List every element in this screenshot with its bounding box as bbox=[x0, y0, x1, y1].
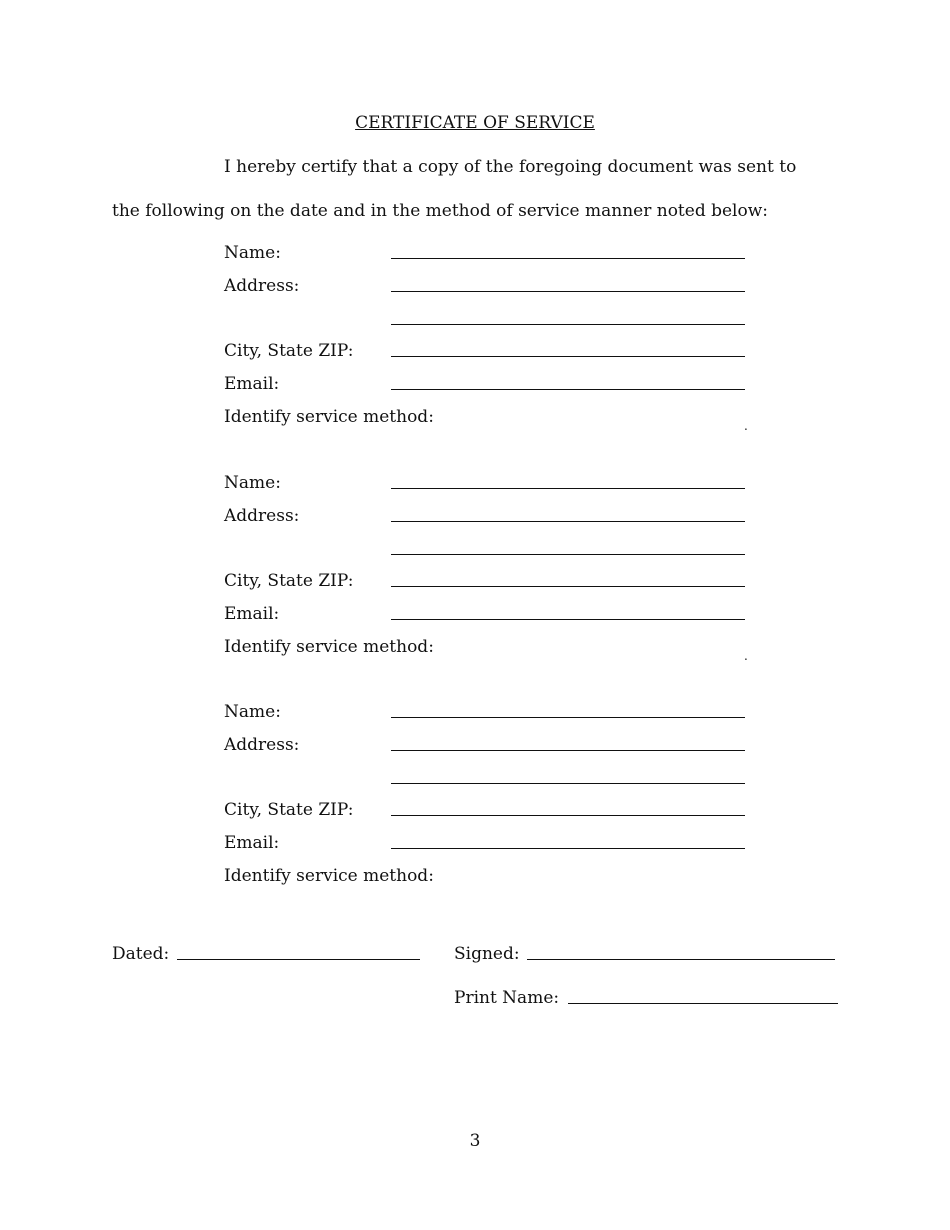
city-state-zip-label: City, State ZIP: bbox=[224, 341, 354, 361]
name-row bbox=[224, 473, 754, 497]
email-row bbox=[224, 374, 754, 398]
address-line-1[interactable] bbox=[391, 750, 745, 751]
name-label: Name: bbox=[224, 702, 281, 722]
recipient-block-3 bbox=[224, 702, 754, 912]
period-mark: . bbox=[744, 649, 748, 663]
dated-label: Dated: bbox=[112, 944, 170, 964]
recipient-block-2 bbox=[224, 473, 754, 683]
address-row bbox=[224, 735, 754, 759]
intro-line-2: the following on the date and in the method of service manner noted below: bbox=[112, 201, 769, 221]
name-row bbox=[224, 243, 754, 267]
print-name-line[interactable] bbox=[568, 1003, 838, 1004]
address-row bbox=[224, 506, 754, 530]
page-number: 3 bbox=[469, 1131, 481, 1151]
address-line-2[interactable] bbox=[391, 783, 745, 784]
address-line-1[interactable] bbox=[391, 521, 745, 522]
name-line[interactable] bbox=[391, 717, 745, 718]
name-label: Name: bbox=[224, 473, 281, 493]
email-label: Email: bbox=[224, 374, 280, 394]
email-row bbox=[224, 604, 754, 628]
service-method-label: Identify service method: bbox=[224, 866, 434, 886]
city-state-zip-line[interactable] bbox=[391, 356, 745, 357]
service-method-row bbox=[224, 866, 754, 890]
name-row bbox=[224, 702, 754, 726]
city-state-zip-label: City, State ZIP: bbox=[224, 800, 354, 820]
email-row bbox=[224, 833, 754, 857]
email-line[interactable] bbox=[391, 848, 745, 849]
signed-label: Signed: bbox=[454, 944, 520, 964]
city-state-zip-label: City, State ZIP: bbox=[224, 571, 354, 591]
name-line[interactable] bbox=[391, 258, 745, 259]
service-method-label: Identify service method: bbox=[224, 407, 434, 427]
address-row-2 bbox=[224, 309, 754, 333]
address-line-2[interactable] bbox=[391, 554, 745, 555]
name-label: Name: bbox=[224, 243, 281, 263]
city-row bbox=[224, 341, 754, 365]
address-line-2[interactable] bbox=[391, 324, 745, 325]
email-line[interactable] bbox=[391, 389, 745, 390]
name-line[interactable] bbox=[391, 488, 745, 489]
address-row-2 bbox=[224, 539, 754, 563]
dated-line[interactable] bbox=[177, 959, 420, 960]
city-row bbox=[224, 571, 754, 595]
service-method-row bbox=[224, 407, 754, 431]
address-label: Address: bbox=[224, 735, 300, 755]
recipient-block-1 bbox=[224, 243, 754, 453]
email-line[interactable] bbox=[391, 619, 745, 620]
signed-line[interactable] bbox=[527, 959, 835, 960]
city-state-zip-line[interactable] bbox=[391, 586, 745, 587]
page-title: CERTIFICATE OF SERVICE bbox=[355, 113, 595, 133]
address-row-2 bbox=[224, 768, 754, 792]
print-name-label: Print Name: bbox=[454, 988, 560, 1008]
address-line-1[interactable] bbox=[391, 291, 745, 292]
email-label: Email: bbox=[224, 833, 280, 853]
address-row bbox=[224, 276, 754, 300]
city-state-zip-line[interactable] bbox=[391, 815, 745, 816]
address-label: Address: bbox=[224, 276, 300, 296]
service-method-row bbox=[224, 637, 754, 661]
period-mark: . bbox=[744, 419, 748, 433]
address-label: Address: bbox=[224, 506, 300, 526]
city-row bbox=[224, 800, 754, 824]
intro-line-1: I hereby certify that a copy of the foregoing document was sent to bbox=[224, 157, 797, 177]
service-method-label: Identify service method: bbox=[224, 637, 434, 657]
email-label: Email: bbox=[224, 604, 280, 624]
